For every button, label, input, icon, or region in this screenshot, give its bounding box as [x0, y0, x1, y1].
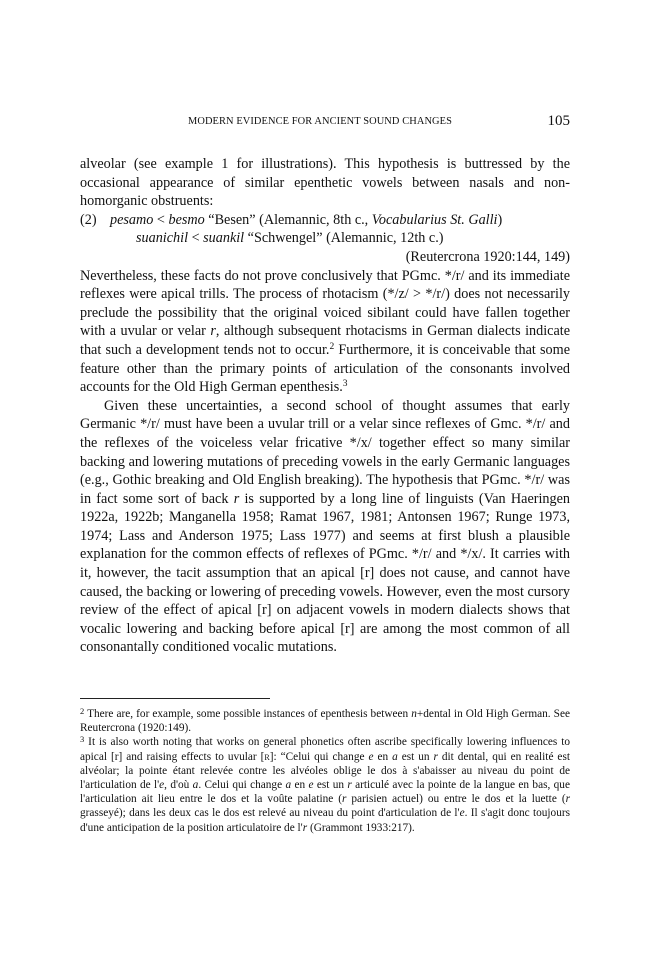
example-text: <: [188, 230, 204, 247]
paragraph-1-text: alveolar (see example 1 for illustrations). This hypothesis is buttressed by the occasional appearance of similar epenthetic vowels between nasals and non-homorganic obstruents:: [80, 156, 570, 210]
paragraph-3-text: is supported by a long line of linguists (Van Haeringen 1922a, 1922b; Manganella 1958; Ramat 1967, 1981; Antonsen 1967; Runge 1973, 1974; Lass and Anderson 1975; Lass 1977) and seems at first blush a plausible explanation for the common effects of reflexes of PGmc. */r/ and */x/. It carries with it, however, the tacit assumption that an apical [r] does not cause, and cannot have caused, the backing or lowering of preceding vowels. However, even the most cursory review of the effect of apical [r] on adjacent vowels in modern dialects shows that vocalic lowering and backing before apical [r] are among the most common of all consonantally conditioned vocalic mutations.: [80, 490, 570, 656]
paragraph-3-text: Given these uncertainties, a second school of thought assumes that early Germanic */r/ must have been a uvular trill or a velar since reflexes of Gmc. */r/ and the reflexes of the voiceless velar fricative */x/ together effect so many similar backing and lowering mutations of preceding vowels in the early Germanic languages (e.g., Gothic breaking and Old English breaking). The hypothesis that PGmc. */r/ was in fact some sort of back: [80, 397, 570, 507]
running-head: [80, 114, 570, 134]
italic-letter: r: [347, 779, 352, 792]
footnote-text: There are, for example, some possible instances of epenthesis between: [84, 708, 412, 720]
italic-letter: r: [210, 323, 216, 340]
example-2-line-1: [80, 211, 570, 230]
footnote-text: (Grammont 1933:217).: [307, 821, 415, 834]
example-text: ): [497, 211, 503, 228]
example-source: Vocabularius St. Galli: [371, 211, 498, 228]
footnote-3: [80, 735, 570, 834]
footnote-text: articulé avec la pointe de la langue en bas, que l'articulation ait lieu entre le dos et la voûte palatine (: [80, 779, 570, 806]
paragraph-2-text: , although subsequent rhotacisms in German dialects indicate that such a development tends not to occur.: [80, 323, 570, 358]
italic-letter: e: [368, 750, 374, 763]
italic-letter: e: [308, 779, 314, 792]
uvular-symbol: r: [264, 750, 270, 763]
footnote-text: grasseyé); dans les deux cas le dos est relevé au niveau du point d'articulation de l': [80, 807, 460, 820]
paragraph-3: [80, 397, 570, 657]
body-text: [80, 155, 570, 657]
footnote-text: ]: “Celui qui change: [269, 750, 369, 763]
italic-letter: a: [192, 779, 199, 792]
italic-letter: r: [565, 793, 570, 806]
example-word: suanichil: [136, 230, 189, 247]
page-number: 105: [547, 113, 570, 129]
footnote-text: en: [291, 779, 309, 792]
footnote-text: est un: [397, 750, 434, 763]
running-head-title: MODERN EVIDENCE FOR ANCIENT SOUND CHANGES: [188, 116, 452, 127]
example-text: “Schwengel” (Alemannic, 12th c.): [244, 230, 444, 247]
example-2-line-2: [80, 229, 570, 248]
italic-letter: n: [411, 708, 417, 720]
example-number: (2): [80, 211, 97, 228]
example-text: <: [153, 211, 169, 228]
paragraph-2-text: Furthermore, it is conceivable that some feature other than the primary points of articulation of the consonants involved accounts for the Old High German epenthesis.: [80, 341, 570, 396]
example-citation: (Reutercrona 1920:144, 149): [405, 248, 570, 265]
italic-letter: r: [302, 821, 308, 834]
paragraph-2: [80, 267, 570, 397]
example-text: “Besen” (Alemannic, 8th c.,: [204, 211, 372, 228]
italic-letter: r: [233, 490, 240, 507]
footnote-text: . Il s'agit donc toujours d'une anticipation de la position articulatoire de l': [80, 807, 571, 834]
example-word: besmo: [168, 211, 205, 228]
italic-letter: e: [459, 807, 465, 820]
italic-letter: e: [159, 779, 165, 792]
footnote-text: . Celui qui change: [198, 779, 286, 792]
italic-letter: r: [433, 750, 438, 763]
footnote-divider: [80, 698, 270, 699]
footnote-text: en: [373, 750, 393, 763]
footnote-text: +dental in Old High German. See Reutercrona (1920:149).: [80, 708, 570, 735]
paragraph-1: [80, 155, 570, 211]
footnote-text: parisien actuel) ou entre le dos et la luette (: [346, 793, 566, 806]
italic-letter: a: [392, 750, 398, 763]
footnote-3-mark: 3: [80, 734, 85, 745]
footnote-text: dit dental, qui en realité est alvéolar; la pointe étant relevée contre les alvéoles oblige le dos à s'abaisser au niveau du point de l'articulation de l': [80, 750, 570, 792]
footnote-text: It is also worth noting that works on general phonetics often ascribe specifically lowering influences to apical [r] and raising effects to uvular [: [80, 736, 570, 763]
footnote-text: , d'où: [164, 779, 193, 792]
example-word: suankil: [203, 230, 245, 247]
footnote-2-mark: 2: [80, 706, 85, 716]
paragraph-2-text: Nevertheless, these facts do not prove conclusively that PGmc. */r/ and its immediate reflexes were apical trills. The process of rhotacism (*/z/ > */r/) does not necessarily preclude the possibility that the original voiced sibilant could have fallen together with a uvular or velar: [80, 267, 570, 340]
footnote-ref-3[interactable]: 3: [342, 379, 348, 390]
italic-letter: a: [285, 779, 292, 792]
italic-letter: r: [342, 793, 347, 806]
footnote-ref-2[interactable]: 2: [329, 341, 335, 352]
footnote-text: est un: [313, 779, 348, 792]
example-word: pesamo: [110, 211, 154, 228]
footnote-2: [80, 707, 570, 735]
footnotes: [80, 707, 570, 835]
